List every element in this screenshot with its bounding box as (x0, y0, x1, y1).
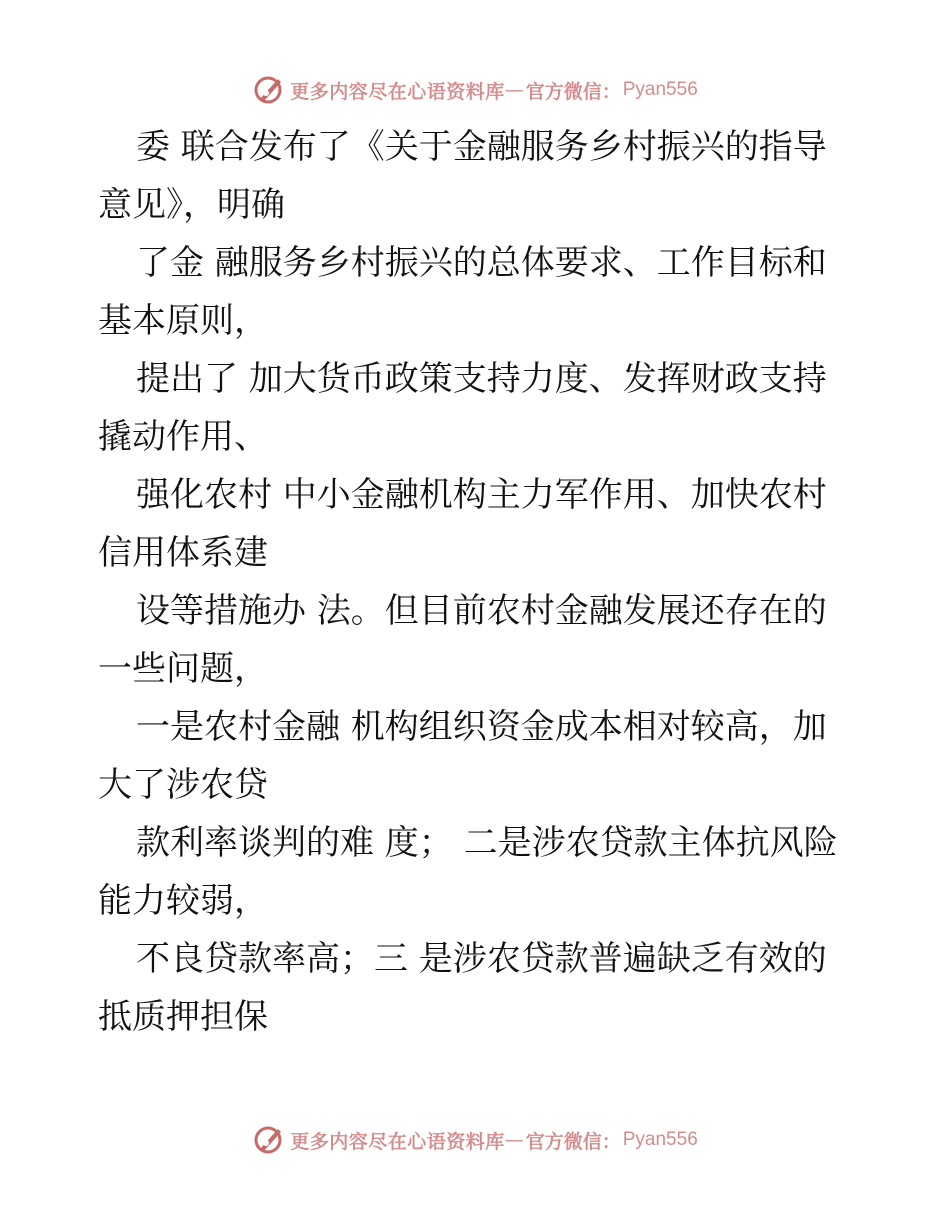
watermark-site-text: 更多内容尽在心语资料库 (290, 80, 505, 103)
watermark-wechat-label: 官方微信： (525, 1130, 621, 1153)
paragraph-line: 基本原则， (98, 301, 268, 341)
paragraph-line: 一些问题， (98, 649, 268, 689)
paragraph-line: 提出了 加大货币政策支持力度、发挥财政支持 (136, 359, 827, 399)
watermark-dash: — (504, 79, 524, 101)
paragraph (98, 350, 858, 466)
paragraph-line: 设等措施办 法。但目前农村金融发展还存在的 (136, 591, 827, 631)
paragraph-line: 能力较弱， (98, 881, 268, 921)
paragraph (98, 466, 858, 582)
paragraph (98, 582, 858, 698)
watermark-wechat-label: 官方微信： (525, 80, 621, 103)
paragraph-line: 款利率谈判的难 度； 二是涉农贷款主体抗风险 (136, 823, 838, 863)
document-body (98, 118, 858, 1046)
paragraph (98, 698, 858, 814)
watermark-wechat-id: Pyan556 (622, 1129, 698, 1150)
paragraph-line: 强化农村 中小金融机构主力军作用、加快农村 (136, 475, 827, 515)
paragraph (98, 930, 858, 1046)
footer-watermark (0, 1120, 950, 1160)
watermark-dash: — (504, 1129, 524, 1151)
paragraph (98, 234, 858, 350)
paragraph (98, 814, 858, 930)
paragraph-line: 了金 融服务乡村振兴的总体要求、工作目标和 (136, 243, 827, 283)
paragraph-line: 抵质押担保 (98, 997, 268, 1037)
pen-logo-icon (252, 1123, 286, 1157)
paragraph-line: 信用体系建 (98, 533, 268, 573)
watermark-wechat-id: Pyan556 (622, 79, 698, 100)
header-watermark (0, 70, 950, 110)
paragraph-line: 大了涉农贷 (98, 765, 268, 805)
paragraph-line: 意见》，明确 (98, 185, 285, 225)
paragraph-line: 撬动作用、 (98, 417, 268, 457)
paragraph (98, 118, 858, 234)
paragraph-line: 委 联合发布了《关于金融服务乡村振兴的指导 (136, 127, 827, 167)
watermark-site-text: 更多内容尽在心语资料库 (290, 1130, 505, 1153)
paragraph-line: 不良贷款率高；三 是涉农贷款普遍缺乏有效的 (136, 939, 827, 979)
paragraph-line: 一是农村金融 机构组织资金成本相对较高，加 (136, 707, 827, 747)
pen-logo-icon (252, 73, 286, 107)
